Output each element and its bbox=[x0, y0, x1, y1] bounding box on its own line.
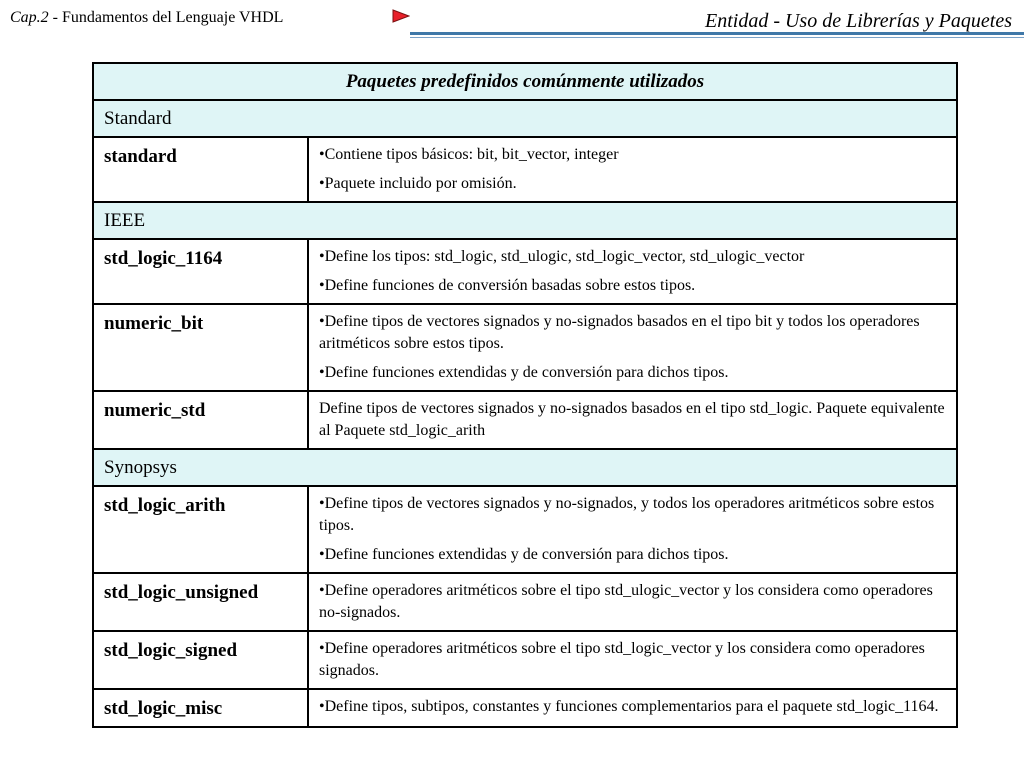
package-description bbox=[308, 486, 957, 573]
description-line: •Define tipos de vectores signados y no-signados, y todos los operadores aritméticos sobre estos tipos. bbox=[319, 495, 935, 534]
packages-table-container bbox=[92, 62, 958, 728]
package-name: numeric_bit bbox=[93, 304, 308, 391]
package-description bbox=[308, 137, 957, 202]
package-description bbox=[308, 573, 957, 631]
package-description bbox=[308, 304, 957, 391]
package-row bbox=[93, 391, 957, 449]
table-title: Paquetes predefinidos comúnmente utilizados bbox=[93, 63, 957, 100]
table-title-row bbox=[93, 63, 957, 100]
package-row bbox=[93, 689, 957, 727]
package-row bbox=[93, 486, 957, 573]
play-arrow-icon[interactable] bbox=[392, 9, 410, 23]
package-description bbox=[308, 239, 957, 304]
package-name: numeric_std bbox=[93, 391, 308, 449]
description-line: •Define funciones extendidas y de conversión para dichos tipos. bbox=[319, 546, 729, 563]
description-line: •Define los tipos: std_logic, std_ulogic, std_logic_vector, std_ulogic_vector bbox=[319, 248, 805, 265]
description-line: •Define tipos de vectores signados y no-signados basados en el tipo bit y todos los operadores aritméticos sobre estos tipos. bbox=[319, 313, 920, 352]
package-description bbox=[308, 391, 957, 449]
description-line: •Define operadores aritméticos sobre el tipo std_logic_vector y los considera como operadores signados. bbox=[319, 640, 925, 679]
group-row bbox=[93, 449, 957, 486]
group-row bbox=[93, 202, 957, 239]
chapter-title: - Fundamentos del Lenguaje VHDL bbox=[48, 9, 284, 26]
package-name: std_logic_unsigned bbox=[93, 573, 308, 631]
chapter-number: Cap.2 bbox=[10, 9, 49, 26]
package-description bbox=[308, 689, 957, 727]
description-line: •Define funciones de conversión basadas sobre estos tipos. bbox=[319, 277, 696, 294]
group-row bbox=[93, 100, 957, 137]
package-name: std_logic_arith bbox=[93, 486, 308, 573]
description-line: •Define operadores aritméticos sobre el tipo std_ulogic_vector y los considera como operadores no-signados. bbox=[319, 582, 933, 621]
chapter-heading bbox=[10, 9, 283, 27]
header-rule bbox=[410, 32, 1024, 35]
package-name: std_logic_1164 bbox=[93, 239, 308, 304]
package-name: std_logic_misc bbox=[93, 689, 308, 727]
description-line: •Define funciones extendidas y de conversión para dichos tipos. bbox=[319, 364, 729, 381]
package-row bbox=[93, 239, 957, 304]
slide-title: Entidad - Uso de Librerías y Paquetes bbox=[704, 10, 1012, 32]
package-description bbox=[308, 631, 957, 689]
package-name: standard bbox=[93, 137, 308, 202]
package-row bbox=[93, 137, 957, 202]
package-name: std_logic_signed bbox=[93, 631, 308, 689]
group-name: Synopsys bbox=[93, 449, 957, 486]
package-row bbox=[93, 304, 957, 391]
group-name: Standard bbox=[93, 100, 957, 137]
description-line: •Contiene tipos básicos: bit, bit_vector, integer bbox=[319, 146, 619, 163]
package-row bbox=[93, 573, 957, 631]
package-row bbox=[93, 631, 957, 689]
description-line: •Paquete incluido por omisión. bbox=[319, 175, 517, 192]
group-name: IEEE bbox=[93, 202, 957, 239]
description-line: •Define tipos, subtipos, constantes y funciones complementarios para el paquete std_logic_1164. bbox=[319, 698, 939, 715]
header-rule-thin bbox=[410, 37, 1024, 38]
description-line: Define tipos de vectores signados y no-signados basados en el tipo std_logic. Paquete equivalente al Paquete std_logic_arith bbox=[319, 400, 945, 439]
packages-table bbox=[92, 62, 958, 728]
